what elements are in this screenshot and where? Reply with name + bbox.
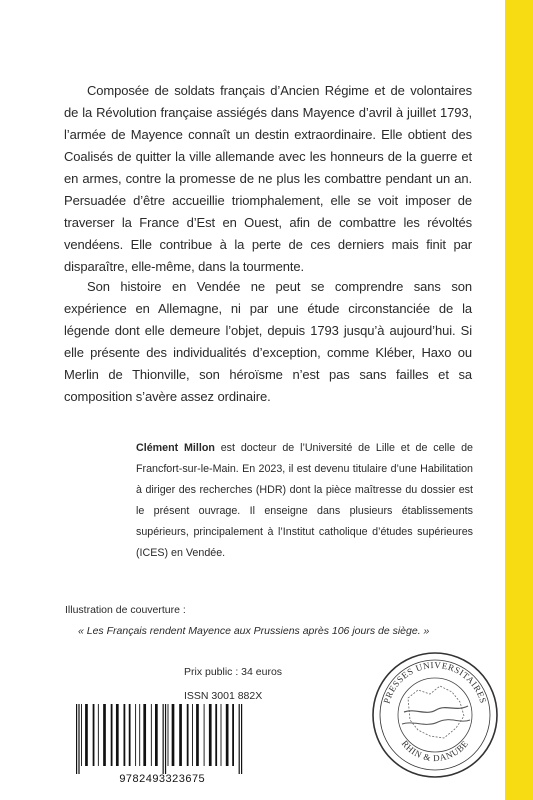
barcode-bar xyxy=(204,704,205,766)
barcode-bar xyxy=(143,704,146,766)
barcode-bar xyxy=(241,704,242,774)
barcode-bar xyxy=(239,704,240,774)
barcode-bar xyxy=(221,704,222,766)
barcode-bar xyxy=(81,704,82,766)
barcode-bar xyxy=(78,704,79,774)
barcode-bar xyxy=(172,704,175,766)
issn-label: ISSN 3001 882X xyxy=(184,690,263,702)
barcode-bar xyxy=(93,704,95,766)
yellow-edge-stripe xyxy=(505,0,533,800)
barcode-bar xyxy=(209,704,212,766)
author-name: Clément Millon xyxy=(136,442,215,454)
barcode-bar xyxy=(129,704,131,766)
author-bio-text: est docteur de l’Université de Lille et de celle de Francfort-sur-le-Main. En 2023, il est devenu titulaire d’une Habilitation à diriger des recherches (HDR) dont la pièce maîtresse du dossier est le présent ouvrage. Il enseigne dans plusieurs établissements supérieurs, principalement à l’Institut catholique d’études supérieures (ICES) en Vendée. xyxy=(136,442,473,559)
seal-top-text: PRESSES UNIVERSITAIRES xyxy=(381,659,489,705)
barcode-bar xyxy=(98,704,99,766)
seal-bottom-text: RHIN & DANUBE xyxy=(399,738,471,764)
barcode-bar xyxy=(192,704,193,766)
barcode-bar xyxy=(85,704,88,766)
barcode-bar xyxy=(124,704,126,766)
barcode-bar xyxy=(116,704,119,766)
barcode-bar xyxy=(226,704,229,766)
barcode-bar xyxy=(151,704,152,766)
barcode-bar xyxy=(187,704,189,766)
barcode-bar xyxy=(196,704,199,766)
isbn-barcode xyxy=(72,702,252,784)
barcode-bar xyxy=(155,704,158,766)
price-label: Prix public : 34 euros xyxy=(184,666,283,678)
barcode-bar xyxy=(76,704,77,774)
summary-paragraph-1: Composée de soldats français d’Ancien Régime et de volontaires de la Révolution française assiégés dans Mayence d’avril à juillet 1793, l’armée de Mayence connaît un destin extraordinaire. Elle obtient des Coalisés de quitter la ville allemande avec les honneurs de la guerre et en armes, contre la promesse de ne plus les combattre pendant un an. Persuadée d’être accueillie triomphalement, elle se voit imposer de traverser la France d’Est en Ouest, afin de combattre les révoltés vendéens. Elle contribue à la perte de ces derniers mais finit par disparaître, elle-même, dans la tourmente. xyxy=(64,83,472,274)
publisher-seal-logo xyxy=(370,650,500,780)
barcode-bar xyxy=(179,704,182,766)
summary-paragraph-2: Son histoire en Vendée ne peut se comprendre sans son expérience en Allemagne, ni par une étude circonstanciée de la légende dont elle demeure l’objet, depuis 1793 jusqu’à aujourd’hui. Si elle présente des individualités d’exception, comme Kléber, Haxo ou Merlin de Thionville, son héroïsme n’est pas sans failles et sa composition s’avère assez ordinaire. xyxy=(64,279,472,404)
cover-illustration-label: Illustration de couverture : xyxy=(65,604,186,616)
barcode-bar xyxy=(165,704,166,774)
barcode-bar xyxy=(111,704,113,766)
barcode-bar xyxy=(163,704,164,774)
barcode-digits: 9782493323675 xyxy=(119,774,205,784)
barcode-bar xyxy=(103,704,106,766)
barcode-bar xyxy=(135,704,136,766)
barcode-bar xyxy=(139,704,140,766)
cover-illustration-caption: « Les Français rendent Mayence aux Prussiens après 106 jours de siège. » xyxy=(78,625,430,637)
barcode-bar xyxy=(168,704,169,766)
barcode-bar xyxy=(232,704,234,766)
author-bio xyxy=(136,438,473,564)
barcode-bar xyxy=(215,704,217,766)
